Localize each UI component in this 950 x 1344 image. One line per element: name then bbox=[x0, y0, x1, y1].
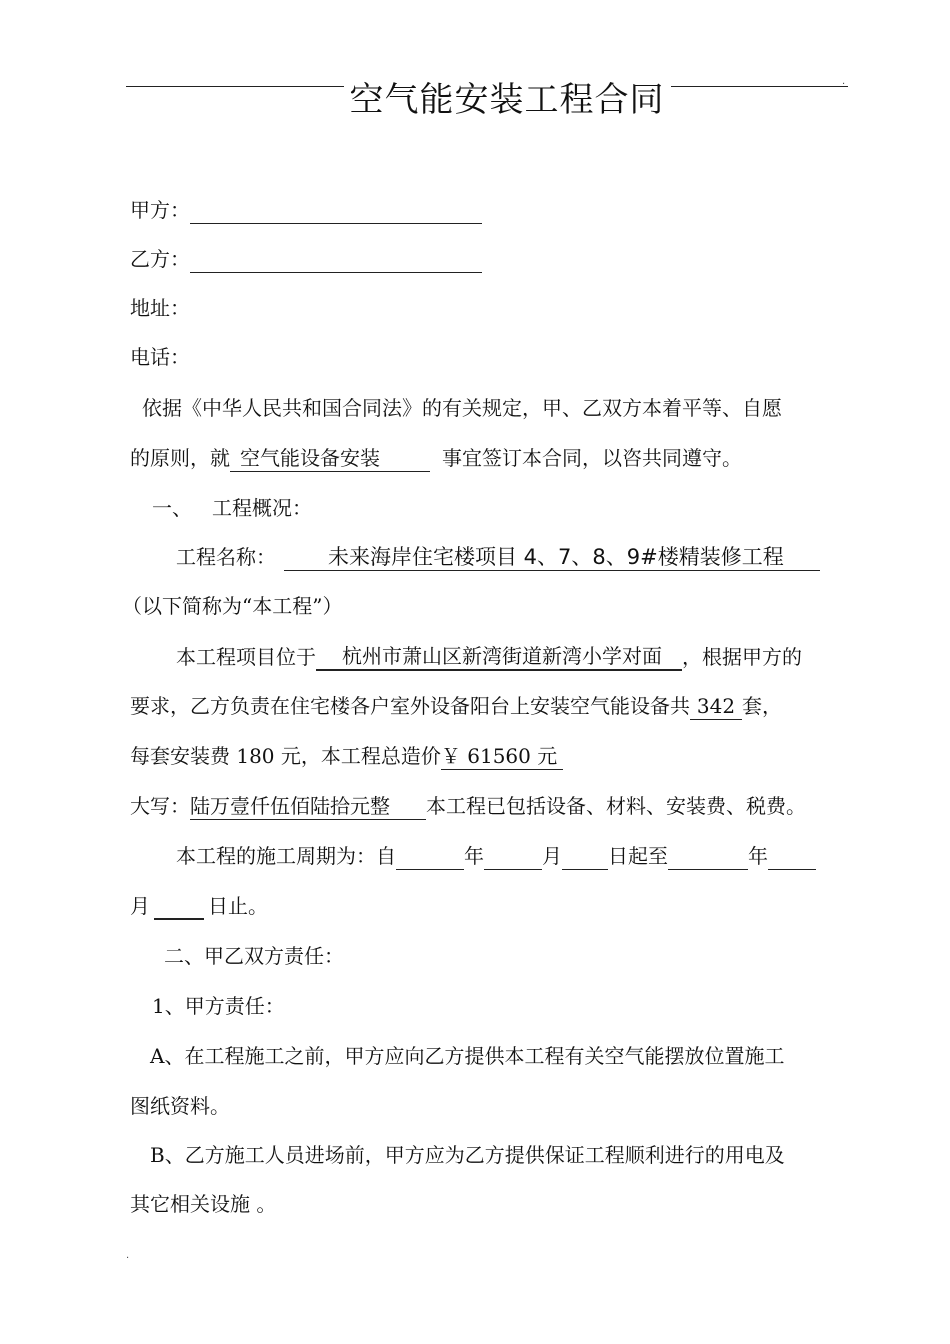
section-1-heading: 一、 工程概况： bbox=[152, 496, 312, 520]
clause-a-line-2: 图纸资料。 bbox=[130, 1094, 230, 1118]
period-row: 本工程的施工周期为：自 年 月 日起至 年 bbox=[176, 842, 816, 870]
capital-amount-row: 大写：陆万壹仟伍佰陆拾元整 本工程已包括设备、材料、安装费、税费。 bbox=[130, 794, 806, 818]
document-title: 空气能安装工程合同 bbox=[0, 72, 950, 121]
end-month-blank-a bbox=[768, 845, 816, 870]
party-b-blank bbox=[190, 248, 482, 273]
party-b-field bbox=[130, 245, 482, 273]
project-name-label: 工程名称： bbox=[176, 545, 276, 569]
location-value: 杭州市萧山区新湾街道新湾小学对面 bbox=[316, 643, 682, 671]
start-month-blank bbox=[484, 845, 542, 870]
quantity-value: 342 bbox=[690, 693, 742, 720]
clause-b-line-1: B、乙方施工人员进场前，甲方应为乙方提供保证工程顺利进行的用电及 bbox=[150, 1143, 785, 1167]
party-a-label: 甲方： bbox=[130, 198, 190, 222]
header-mark: . bbox=[842, 76, 846, 87]
intro-line-2: 的原则，就 空气能设备安装 事宜签订本合同，以咨共同遵守。 bbox=[130, 446, 742, 470]
fee-row: 每套安装费 180 元，本工程总造价￥ 61560 元 bbox=[130, 742, 563, 770]
end-day-blank bbox=[154, 894, 204, 920]
end-year-blank bbox=[668, 845, 748, 870]
project-name-note: （以下简称为“本工程”） bbox=[122, 594, 343, 618]
phone-label: 电话： bbox=[130, 345, 190, 369]
section-2-heading: 二、甲乙双方责任： bbox=[164, 944, 344, 968]
period-row-end: 月 日止。 bbox=[130, 894, 268, 918]
location-row: 本工程项目位于 杭州市萧山区新湾街道新湾小学对面 ，根据甲方的 bbox=[176, 644, 802, 669]
party-a-blank bbox=[190, 199, 482, 224]
start-year-blank bbox=[396, 845, 464, 870]
project-name-value: 未来海岸住宅楼项目 4、7、8、9#楼精装修工程 bbox=[284, 544, 820, 571]
party-a-field bbox=[130, 196, 482, 224]
intro-line-1: 依据《中华人民共和国合同法》的有关规定，甲、乙双方本着平等、自愿 bbox=[142, 396, 782, 420]
start-day-blank bbox=[562, 845, 608, 870]
footer-mark: . bbox=[126, 1250, 130, 1261]
intro-subject: 空气能设备安装 bbox=[230, 445, 430, 472]
requirement-row: 要求，乙方负责在住宅楼各户室外设备阳台上安装空气能设备共 342 套， bbox=[130, 694, 782, 718]
clause-b-line-2: 其它相关设施 。 bbox=[130, 1192, 277, 1216]
total-price-value: ￥ 61560 元 bbox=[441, 743, 563, 770]
address-label: 地址： bbox=[130, 296, 190, 320]
party-b-label: 乙方： bbox=[130, 247, 190, 271]
clause-a-line-1: A、在工程施工之前，甲方应向乙方提供本工程有关空气能摆放位置施工 bbox=[150, 1044, 785, 1068]
project-name-row bbox=[176, 543, 820, 571]
party-a-duties-heading: 1、甲方责任： bbox=[152, 994, 285, 1018]
capital-amount-value: 陆万壹仟伍佰陆拾元整 bbox=[190, 793, 426, 820]
